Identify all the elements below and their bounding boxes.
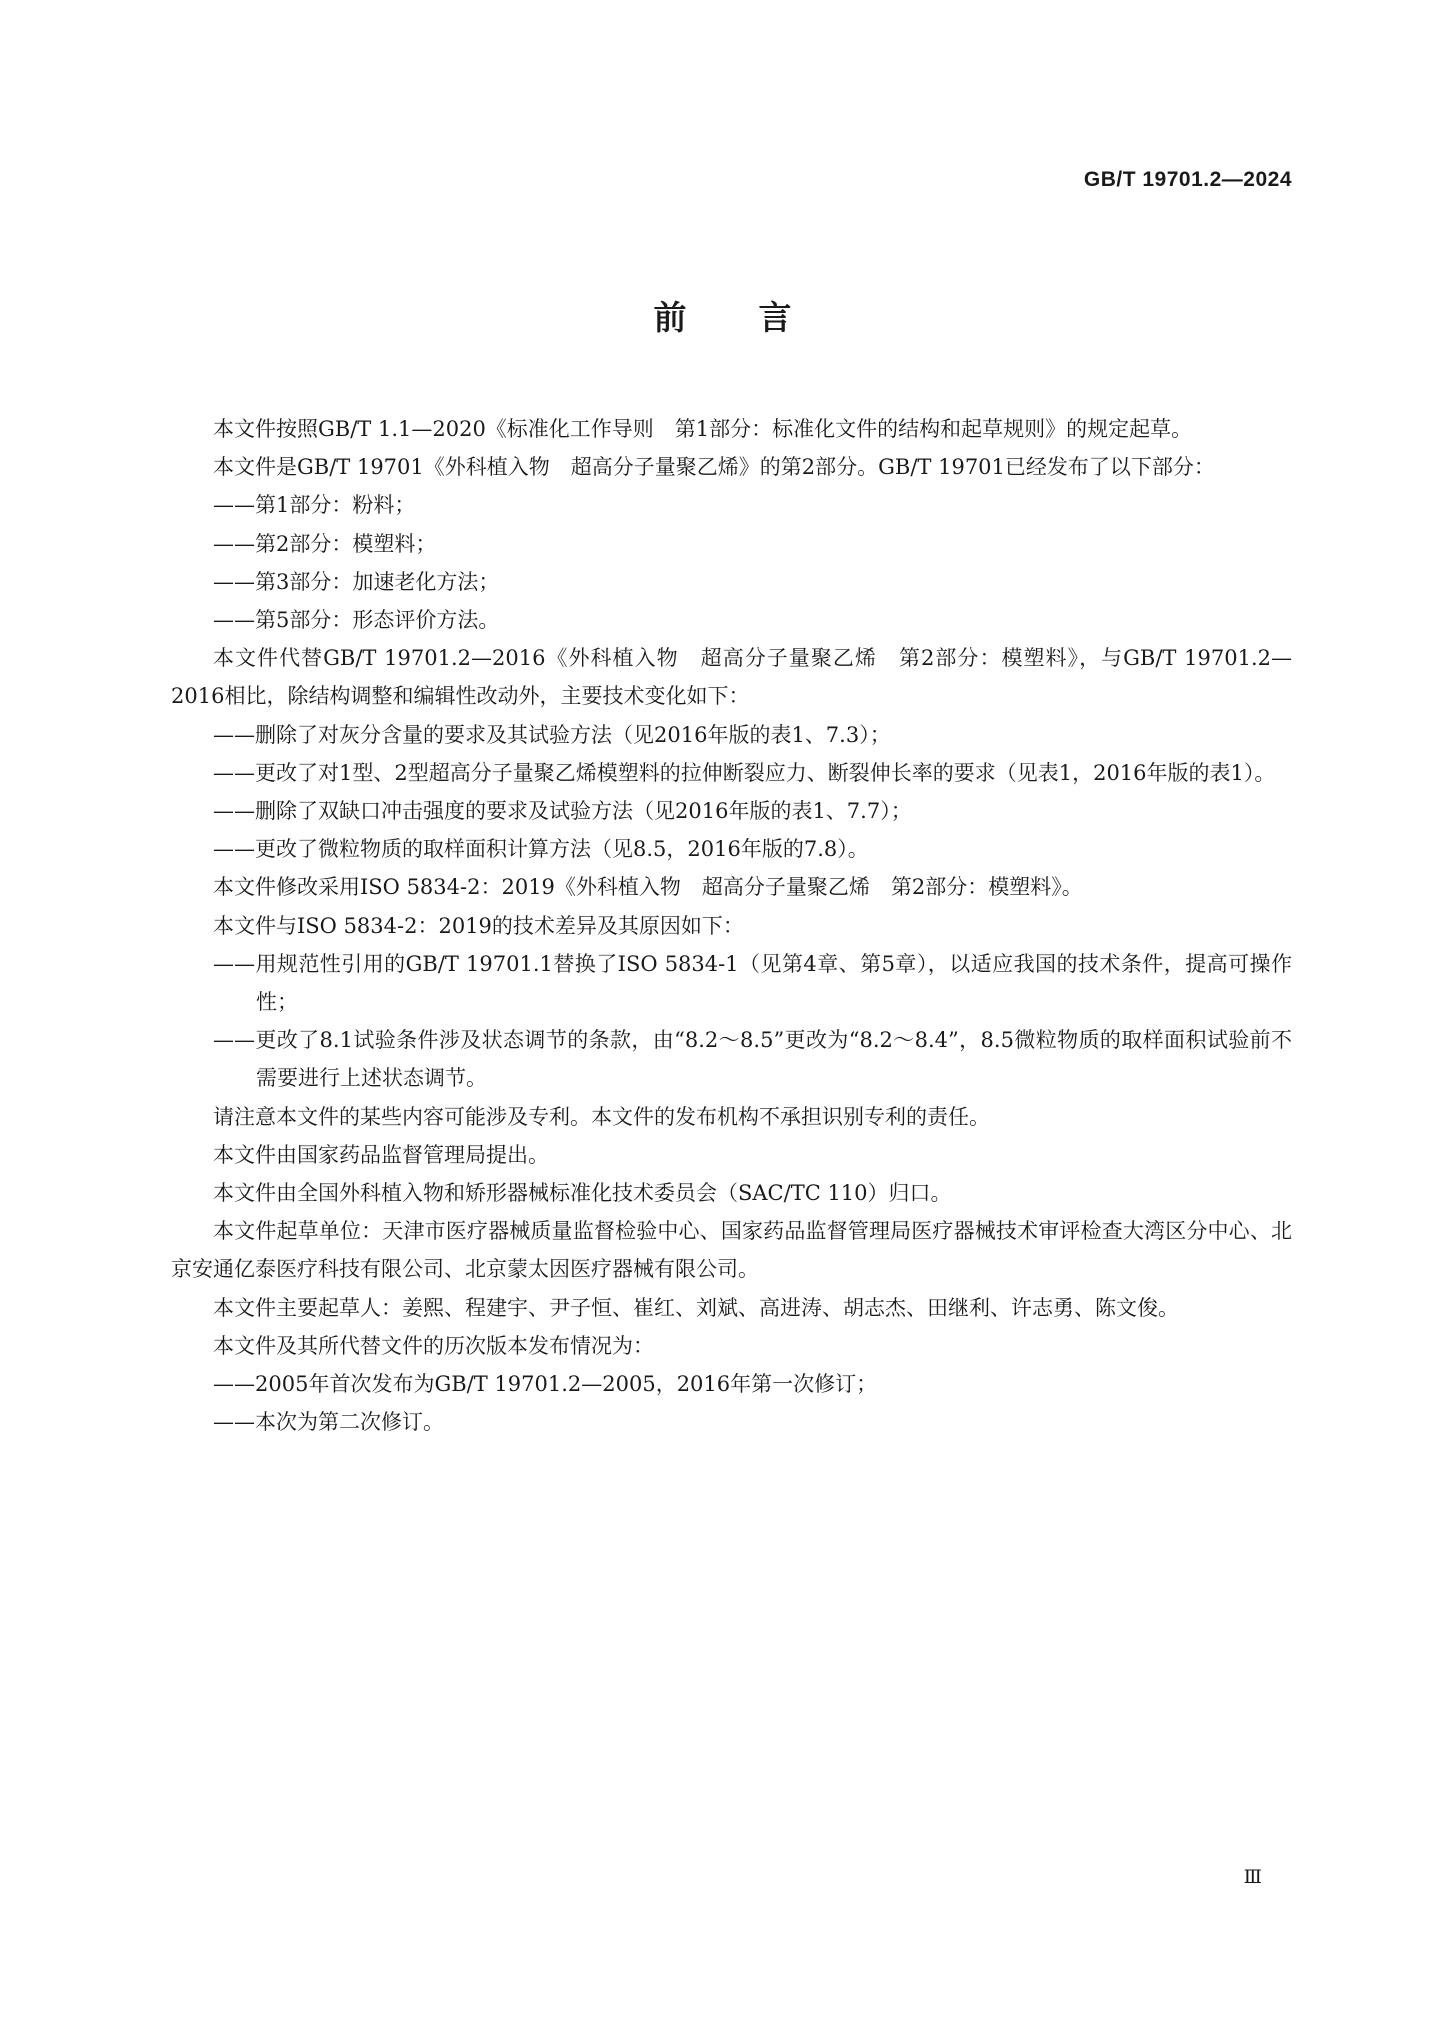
list-item: ——更改了对1型、2型超高分子量聚乙烯模塑料的拉伸断裂应力、断裂伸长率的要求（见表1，2016年版的表1）。	[213, 760, 1276, 785]
paragraph: 本文件代替GB/T 19701.2—2016《外科植入物 超高分子量聚乙烯 第2部分：模塑料》，与GB/T 19701.2—2016相比，除结构调整和编辑性改动外，主要技术变化如下：	[171, 646, 1292, 709]
paragraph: 本文件修改采用ISO 5834-2：2019《外科植入物 超高分子量聚乙烯 第2部分：模塑料》。	[213, 875, 1083, 900]
list-item: ——删除了对灰分含量的要求及其试验方法（见2016年版的表1、7.3）；	[213, 722, 891, 747]
list-item: ——更改了微粒物质的取样面积计算方法（见8.5，2016年版的7.8）。	[213, 837, 869, 862]
list-item: ——本次为第二次修订。	[213, 1410, 444, 1435]
list-item: ——更改了8.1试验条件涉及状态调节的条款，由“8.2～8.5”更改为“8.2～8.4”，8.5微粒物质的取样面积试验前不需要进行上述状态调节。	[213, 1028, 1292, 1091]
paragraph: 本文件及其所代替文件的历次版本发布情况为：	[213, 1333, 654, 1358]
list-item: ——第3部分：加速老化方法；	[213, 569, 500, 594]
document-body	[171, 410, 1292, 1441]
paragraph: 本文件是GB/T 19701《外科植入物 超高分子量聚乙烯》的第2部分。GB/T 19701已经发布了以下部分：	[213, 455, 1215, 480]
list-item: ——第2部分：模塑料；	[213, 531, 437, 556]
list-item: ——第5部分：形态评价方法。	[213, 608, 500, 633]
paragraph: 本文件由国家药品监督管理局提出。	[213, 1142, 549, 1167]
page-number: Ⅲ	[1243, 1866, 1262, 1888]
standard-code: GB/T 19701.2—2024	[1083, 168, 1292, 191]
paragraph: 本文件与ISO 5834-2：2019的技术差异及其原因如下：	[213, 913, 744, 938]
list-item: ——用规范性引用的GB/T 19701.1替换了ISO 5834-1（见第4章、第5章），以适应我国的技术条件，提高可操作性；	[213, 951, 1292, 1015]
paragraph: 本文件由全国外科植入物和矫形器械标准化技术委员会（SAC/TC 110）归口。	[213, 1181, 952, 1206]
list-item: ——第1部分：粉料；	[213, 493, 416, 518]
list-item: ——删除了双缺口冲击强度的要求及试验方法（见2016年版的表1、7.7）；	[213, 799, 912, 824]
paragraph: 本文件起草单位：天津市医疗器械质量监督检验中心、国家药品监督管理局医疗器械技术审评检查大湾区分中心、北京安通亿泰医疗科技有限公司、北京蒙太因医疗器械有限公司。	[171, 1219, 1292, 1282]
list-item: ——2005年首次发布为GB/T 19701.2—2005，2016年第一次修订；	[213, 1372, 878, 1397]
paragraph: 请注意本文件的某些内容可能涉及专利。本文件的发布机构不承担识别专利的责任。	[213, 1104, 990, 1129]
page-title: 前言	[653, 298, 864, 337]
paragraph: 本文件主要起草人：姜熙、程建宇、尹子恒、崔红、刘斌、高进涛、胡志杰、田继利、许志勇、陈文俊。	[213, 1295, 1179, 1320]
paragraph: 本文件按照GB/T 1.1—2020《标准化工作导则 第1部分：标准化文件的结构和起草规则》的规定起草。	[213, 417, 1193, 441]
